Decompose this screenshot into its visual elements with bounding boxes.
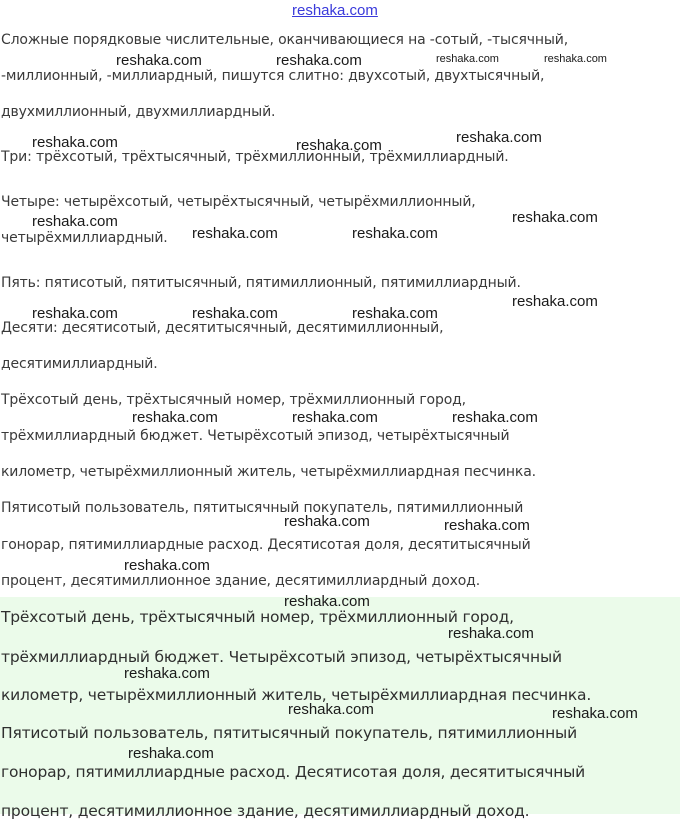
- watermark: reshaka.com: [448, 625, 534, 642]
- watermark: reshaka.com: [444, 517, 530, 534]
- watermark: reshaka.com: [292, 409, 378, 426]
- watermark: reshaka.com: [192, 225, 278, 242]
- answer-line: километр, четырёхмиллионный житель, четырёхмиллиардная песчинка.: [1, 686, 592, 704]
- watermark: reshaka.com: [284, 593, 370, 610]
- text-line: трёхмиллиардный бюджет. Четырёхсотый эпизод, четырёхтысячный: [1, 428, 510, 444]
- text-line: четырёхмиллиардный.: [1, 230, 168, 246]
- answer-line: Трёхсотый день, трёхтысячный номер, трёхмиллионный город,: [1, 608, 514, 626]
- watermark: reshaka.com: [352, 225, 438, 242]
- text-line: десятимиллиардный.: [1, 356, 158, 372]
- answer-line: трёхмиллиардный бюджет. Четырёхсотый эпизод, четырёхтысячный: [1, 648, 562, 666]
- text-line: Пять: пятисотый, пятитысячный, пятимиллионный, пятимиллиардный.: [1, 275, 521, 291]
- text-line: процент, десятимиллионное здание, десятимиллиардный доход.: [1, 573, 480, 589]
- watermark: reshaka.com: [284, 513, 370, 530]
- watermark: reshaka.com: [452, 409, 538, 426]
- watermark: reshaka.com: [436, 53, 499, 65]
- watermark: reshaka.com: [132, 409, 218, 426]
- watermark: reshaka.com: [124, 557, 210, 574]
- text-line: километр, четырёхмиллионный житель, четырёхмиллиардная песчинка.: [1, 464, 536, 480]
- watermark: reshaka.com: [32, 213, 118, 230]
- answer-line: гонорар, пятимиллиардные расход. Десятисотая доля, десятитысячный: [1, 763, 586, 781]
- watermark: reshaka.com: [456, 129, 542, 146]
- watermark: reshaka.com: [512, 209, 598, 226]
- answer-line: процент, десятимиллионное здание, десятимиллиардный доход.: [1, 802, 530, 820]
- text-line: Три: трёхсотый, трёхтысячный, трёхмиллионный, трёхмиллиардный.: [1, 149, 509, 165]
- watermark: reshaka.com: [124, 665, 210, 682]
- text-line: -миллионный, -миллиардный, пишутся слитно: двухсотый, двухтысячный,: [1, 68, 545, 84]
- watermark: reshaka.com: [552, 705, 638, 722]
- answer-line: Пятисотый пользователь, пятитысячный покупатель, пятимиллионный: [1, 724, 577, 742]
- watermark: reshaka.com: [116, 52, 202, 69]
- watermark: reshaka.com: [128, 745, 214, 762]
- watermark: reshaka.com: [32, 305, 118, 322]
- watermark: reshaka.com: [544, 53, 607, 65]
- text-line: Десяти: десятисотый, десятитысячный, десятимиллионный,: [1, 320, 444, 336]
- watermark: reshaka.com: [276, 52, 362, 69]
- text-line: Четыре: четырёхсотый, четырёхтысячный, четырёхмиллионный,: [1, 194, 476, 210]
- watermark: reshaka.com: [288, 701, 374, 718]
- watermark: reshaka.com: [192, 305, 278, 322]
- header-watermark-link[interactable]: reshaka.com: [292, 2, 378, 19]
- text-line: Пятисотый пользователь, пятитысячный покупатель, пятимиллионный: [1, 500, 524, 516]
- text-line: Сложные порядковые числительные, оканчивающиеся на -сотый, -тысячный,: [1, 32, 569, 48]
- watermark: reshaka.com: [32, 134, 118, 151]
- text-line: Трёхсотый день, трёхтысячный номер, трёхмиллионный город,: [1, 392, 466, 408]
- text-line: гонорар, пятимиллиардные расход. Десятисотая доля, десятитысячный: [1, 537, 531, 553]
- watermark: reshaka.com: [352, 305, 438, 322]
- watermark: reshaka.com: [512, 293, 598, 310]
- watermark: reshaka.com: [296, 137, 382, 154]
- text-line: двухмиллионный, двухмиллиардный.: [1, 104, 276, 120]
